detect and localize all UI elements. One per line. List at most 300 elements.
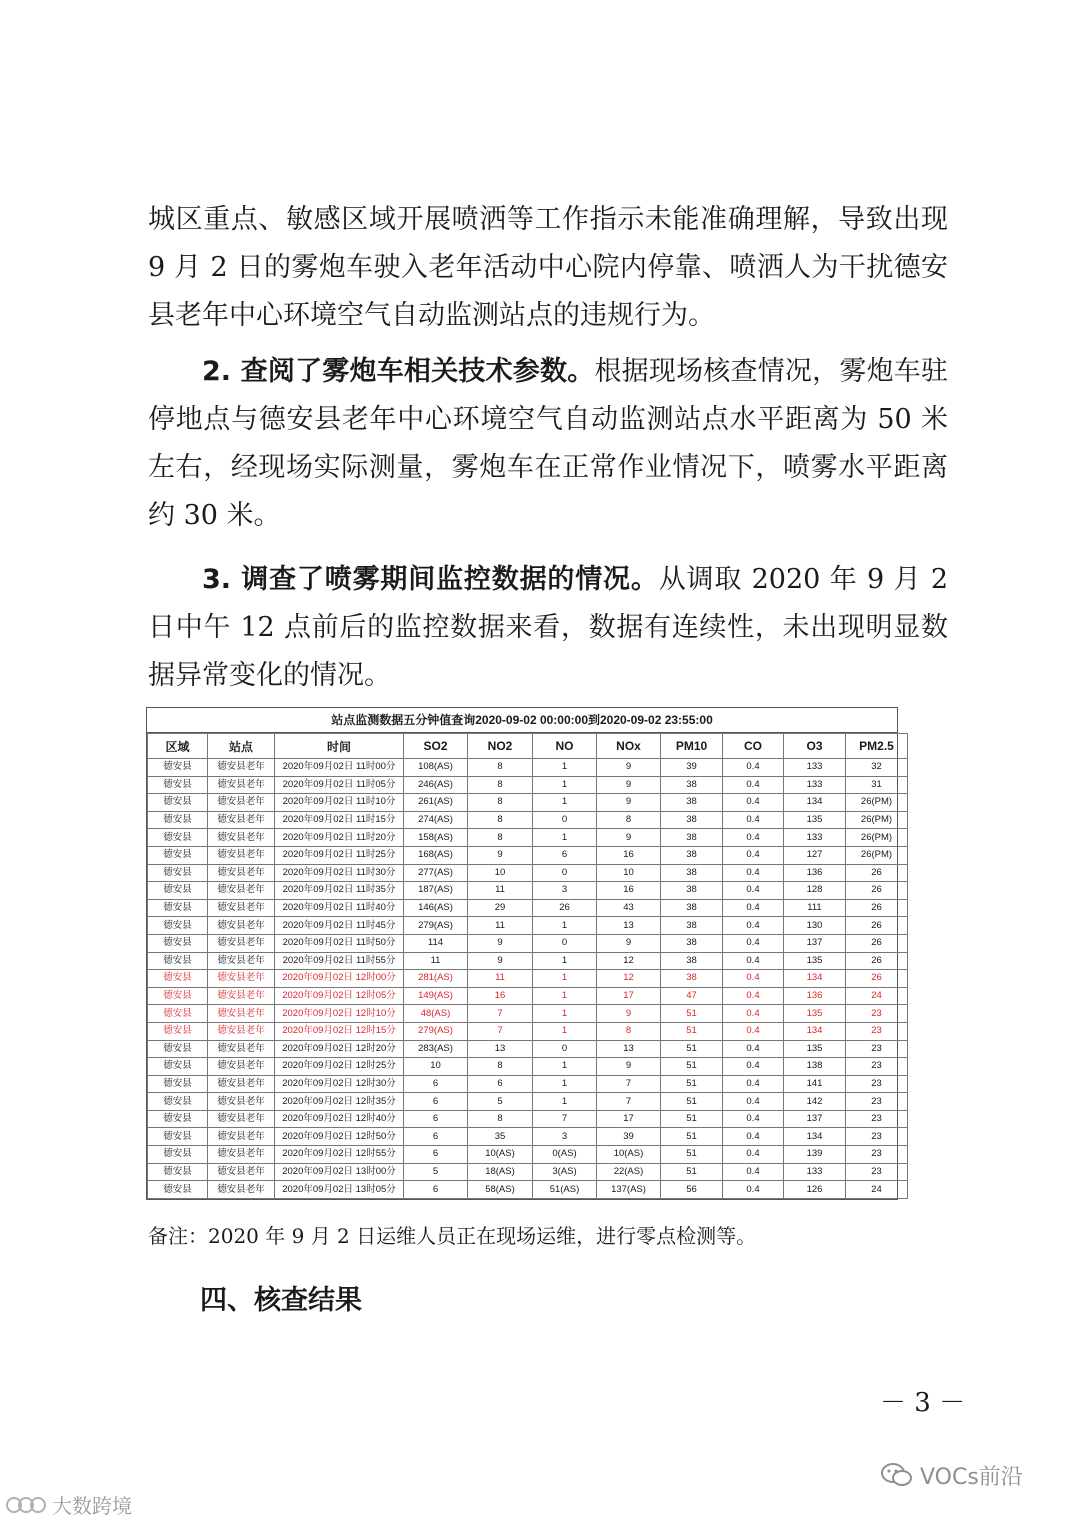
table-cell: 德安县老年 xyxy=(208,776,275,794)
table-cell: 51 xyxy=(661,1022,723,1040)
table-cell: 2020年09月02日 11时25分 xyxy=(275,846,404,864)
table-cell: 38 xyxy=(661,829,723,847)
table-cell: 德安县 xyxy=(148,846,208,864)
table-cell: 26(PM) xyxy=(846,811,908,829)
table-cell: 德安县老年 xyxy=(208,1005,275,1023)
table-cell: 3 xyxy=(533,1128,597,1146)
table-cell: 0.4 xyxy=(723,899,784,917)
table-cell: 德安县老年 xyxy=(208,899,275,917)
table-cell: 6 xyxy=(404,1146,468,1164)
table-cell: 2020年09月02日 11时45分 xyxy=(275,917,404,935)
table-cell: 51 xyxy=(661,1163,723,1181)
table-cell: 7 xyxy=(597,1093,661,1111)
table-cell: 23 xyxy=(846,1163,908,1181)
table-cell: 127 xyxy=(784,846,846,864)
table-cell: 1 xyxy=(533,829,597,847)
table-cell: 13 xyxy=(597,1040,661,1058)
page-number: － 3 － xyxy=(880,1388,966,1418)
table-cell: 26(PM) xyxy=(846,794,908,812)
table-cell: 134 xyxy=(784,970,846,988)
table-cell: 0.4 xyxy=(723,846,784,864)
table-cell: 德安县老年 xyxy=(208,1163,275,1181)
table-cell: 2020年09月02日 11时15分 xyxy=(275,811,404,829)
table-cell: 168(AS) xyxy=(404,846,468,864)
table-cell: 2020年09月02日 12时15分 xyxy=(275,1022,404,1040)
table-cell: 德安县老年 xyxy=(208,1181,275,1199)
table-cell: 7 xyxy=(468,1005,533,1023)
table-cell: 261(AS) xyxy=(404,794,468,812)
table-row xyxy=(148,1163,908,1181)
table-cell: 2020年09月02日 12时35分 xyxy=(275,1093,404,1111)
table-cell: 2020年09月02日 11时40分 xyxy=(275,899,404,917)
table-cell: 149(AS) xyxy=(404,987,468,1005)
table-cell: 141 xyxy=(784,1075,846,1093)
table-cell: 26(PM) xyxy=(846,829,908,847)
table-cell: 23 xyxy=(846,1040,908,1058)
table-cell: 德安县 xyxy=(148,1022,208,1040)
table-row xyxy=(148,811,908,829)
table-cell: 德安县 xyxy=(148,1005,208,1023)
table-cell: 1 xyxy=(533,970,597,988)
table-cell: 德安县 xyxy=(148,987,208,1005)
table-cell: 德安县 xyxy=(148,811,208,829)
table-cell: 32 xyxy=(846,759,908,777)
table-cell: 2020年09月02日 11时00分 xyxy=(275,759,404,777)
table-cell: 38 xyxy=(661,882,723,900)
table-cell: 23 xyxy=(846,1146,908,1164)
table-header-cell: 时间 xyxy=(275,734,404,759)
table-cell: 德安县 xyxy=(148,970,208,988)
table-cell: 137 xyxy=(784,1110,846,1128)
table-cell: 137(AS) xyxy=(597,1181,661,1199)
table-cell: 126 xyxy=(784,1181,846,1199)
table-row xyxy=(148,1181,908,1199)
table-header-row xyxy=(148,734,908,759)
table-cell: 0 xyxy=(533,934,597,952)
table-cell: 0.4 xyxy=(723,864,784,882)
table-row xyxy=(148,882,908,900)
table-cell: 0 xyxy=(533,1040,597,1058)
table-cell: 38 xyxy=(661,934,723,952)
table-cell: 135 xyxy=(784,1005,846,1023)
table-cell: 2020年09月02日 11时30分 xyxy=(275,864,404,882)
table-cell: 26 xyxy=(846,882,908,900)
table-cell: 2020年09月02日 11时50分 xyxy=(275,934,404,952)
table-header-cell: NO xyxy=(533,734,597,759)
watermark-left-text: 大数跨境 xyxy=(52,1494,132,1518)
table-cell: 134 xyxy=(784,1128,846,1146)
table-header-cell: CO xyxy=(723,734,784,759)
table-cell: 德安县 xyxy=(148,864,208,882)
table-cell: 26 xyxy=(846,864,908,882)
table-cell: 1 xyxy=(533,776,597,794)
table-header-cell: 区域 xyxy=(148,734,208,759)
table-cell: 26 xyxy=(846,970,908,988)
table-cell: 8 xyxy=(468,1058,533,1076)
watermark-left xyxy=(6,1490,132,1520)
table-cell: 3(AS) xyxy=(533,1163,597,1181)
table-cell: 16 xyxy=(597,882,661,900)
table-cell: 0.4 xyxy=(723,1022,784,1040)
table-cell: 0.4 xyxy=(723,970,784,988)
table-cell: 6 xyxy=(404,1110,468,1128)
table-cell: 0 xyxy=(533,811,597,829)
table-cell: 26 xyxy=(533,899,597,917)
table-cell: 德安县老年 xyxy=(208,846,275,864)
table-cell: 111 xyxy=(784,899,846,917)
table-cell: 18(AS) xyxy=(468,1163,533,1181)
table-cell: 0.4 xyxy=(723,987,784,1005)
table-cell: 11 xyxy=(468,917,533,935)
table-cell: 26(PM) xyxy=(846,846,908,864)
table-cell: 13 xyxy=(597,917,661,935)
table-cell: 2020年09月02日 12时40分 xyxy=(275,1110,404,1128)
table-cell: 0.4 xyxy=(723,1058,784,1076)
table-cell: 2020年09月02日 12时50分 xyxy=(275,1128,404,1146)
table-row xyxy=(148,1110,908,1128)
table-cell: 135 xyxy=(784,1040,846,1058)
table-cell: 3 xyxy=(533,882,597,900)
table-cell: 1 xyxy=(533,759,597,777)
table-cell: 51(AS) xyxy=(533,1181,597,1199)
table-cell: 51 xyxy=(661,1146,723,1164)
table-cell: 23 xyxy=(846,1110,908,1128)
table-cell: 2020年09月02日 11时10分 xyxy=(275,794,404,812)
table-cell: 17 xyxy=(597,987,661,1005)
table-cell: 德安县 xyxy=(148,829,208,847)
table-cell: 133 xyxy=(784,759,846,777)
table-cell: 0.4 xyxy=(723,1128,784,1146)
table-cell: 51 xyxy=(661,1110,723,1128)
paragraph-3-text: 从调取 2020 年 9 月 2 日中午 12 点前后的监控数据来看，数据有连续性，未出现明显数据异常变化的情况。 xyxy=(148,564,948,691)
table-cell: 0.4 xyxy=(723,1005,784,1023)
table-cell: 11 xyxy=(468,882,533,900)
table-cell: 108(AS) xyxy=(404,759,468,777)
paragraph-1: 城区重点、敏感区域开展喷洒等工作指示未能准确理解，导致出现 9 月 2 日的雾炮车驶入老年活动中心院内停靠、喷洒人为干扰德安县老年中心环境空气自动监测站点的违规行为。 xyxy=(148,204,948,331)
table-cell: 德安县老年 xyxy=(208,1022,275,1040)
table-header-cell: NO2 xyxy=(468,734,533,759)
table-cell: 9 xyxy=(597,829,661,847)
table-row xyxy=(148,794,908,812)
table-cell: 7 xyxy=(533,1110,597,1128)
table-cell: 38 xyxy=(661,952,723,970)
table-cell: 8 xyxy=(468,829,533,847)
table-cell: 10 xyxy=(404,1058,468,1076)
table-cell: 6 xyxy=(404,1128,468,1146)
table-cell: 133 xyxy=(784,776,846,794)
table-cell: 5 xyxy=(468,1093,533,1111)
table-cell: 35 xyxy=(468,1128,533,1146)
remark-note: 备注：2020 年 9 月 2 日运维人员正在现场运维，进行零点检测等。 xyxy=(148,1224,757,1248)
monitoring-data-table xyxy=(146,707,898,1200)
table-cell: 0.4 xyxy=(723,1110,784,1128)
table-cell: 58(AS) xyxy=(468,1181,533,1199)
table-cell: 2020年09月02日 11时05分 xyxy=(275,776,404,794)
table-cell: 26 xyxy=(846,917,908,935)
table-cell: 23 xyxy=(846,1128,908,1146)
table-cell: 23 xyxy=(846,1058,908,1076)
table-cell: 136 xyxy=(784,987,846,1005)
table-cell: 130 xyxy=(784,917,846,935)
table-cell: 德安县 xyxy=(148,917,208,935)
table-row xyxy=(148,1075,908,1093)
table-cell: 1 xyxy=(533,1022,597,1040)
table-cell: 134 xyxy=(784,794,846,812)
table-cell: 10 xyxy=(597,864,661,882)
table-cell: 德安县 xyxy=(148,1146,208,1164)
table-cell: 38 xyxy=(661,864,723,882)
table-cell: 43 xyxy=(597,899,661,917)
table-row xyxy=(148,952,908,970)
table-cell: 德安县 xyxy=(148,776,208,794)
table-cell: 0.4 xyxy=(723,917,784,935)
table-cell: 6 xyxy=(468,1075,533,1093)
table-cell: 德安县老年 xyxy=(208,952,275,970)
table-cell: 德安县老年 xyxy=(208,970,275,988)
table-cell: 德安县 xyxy=(148,1163,208,1181)
table-cell: 51 xyxy=(661,1128,723,1146)
watermark-right xyxy=(880,1460,1023,1494)
table-cell: 9 xyxy=(597,1058,661,1076)
table-cell: 128 xyxy=(784,882,846,900)
table-cell: 7 xyxy=(597,1075,661,1093)
table-cell: 德安县 xyxy=(148,794,208,812)
table-cell: 139 xyxy=(784,1146,846,1164)
table-cell: 德安县老年 xyxy=(208,1093,275,1111)
table-cell: 0.4 xyxy=(723,776,784,794)
table-cell: 德安县 xyxy=(148,1110,208,1128)
section-heading: 四、核查结果 xyxy=(200,1285,362,1316)
table-row xyxy=(148,1146,908,1164)
table-cell: 1 xyxy=(533,987,597,1005)
table-cell: 283(AS) xyxy=(404,1040,468,1058)
table-cell: 56 xyxy=(661,1181,723,1199)
table-cell: 39 xyxy=(597,1128,661,1146)
table-body xyxy=(148,759,908,1199)
paragraph-2-text: 根据现场核查情况，雾炮车驻停地点与德安县老年中心环境空气自动监测站点水平距离为 50 米左右，经现场实际测量，雾炮车在正常作业情况下，喷雾水平距离约 30 米。 xyxy=(148,356,948,531)
table-cell: 6 xyxy=(404,1181,468,1199)
table-cell: 135 xyxy=(784,952,846,970)
table-cell: 德安县 xyxy=(148,1040,208,1058)
table-cell: 德安县老年 xyxy=(208,917,275,935)
table-cell: 51 xyxy=(661,1075,723,1093)
table-cell: 22(AS) xyxy=(597,1163,661,1181)
paragraph-3-heading: 3. 调查了喷雾期间监控数据的情况。 xyxy=(202,564,659,595)
table-cell: 德安县老年 xyxy=(208,829,275,847)
table-row xyxy=(148,1005,908,1023)
table-cell: 0 xyxy=(533,864,597,882)
table-cell: 8 xyxy=(597,1022,661,1040)
table-cell: 137 xyxy=(784,934,846,952)
table-cell: 8 xyxy=(468,811,533,829)
table-row xyxy=(148,1022,908,1040)
table-cell: 德安县老年 xyxy=(208,759,275,777)
table-row xyxy=(148,917,908,935)
table-cell: 16 xyxy=(597,846,661,864)
table-cell: 133 xyxy=(784,1163,846,1181)
table-cell: 39 xyxy=(661,759,723,777)
table-cell: 31 xyxy=(846,776,908,794)
table-cell: 158(AS) xyxy=(404,829,468,847)
table-cell: 12 xyxy=(597,970,661,988)
table-cell: 德安县老年 xyxy=(208,864,275,882)
paragraph-2 xyxy=(148,348,948,540)
table-cell: 142 xyxy=(784,1093,846,1111)
table-row xyxy=(148,864,908,882)
table-cell: 德安县老年 xyxy=(208,1146,275,1164)
table-cell: 9 xyxy=(468,952,533,970)
table-cell: 134 xyxy=(784,1022,846,1040)
table-cell: 26 xyxy=(846,899,908,917)
table-cell: 38 xyxy=(661,917,723,935)
table-cell: 7 xyxy=(468,1022,533,1040)
table-cell: 51 xyxy=(661,1058,723,1076)
table-row xyxy=(148,1128,908,1146)
table-cell: 2020年09月02日 13时05分 xyxy=(275,1181,404,1199)
table-cell: 8 xyxy=(468,759,533,777)
table-cell: 1 xyxy=(533,794,597,812)
watermark-right-text: VOCs前沿 xyxy=(920,1465,1023,1490)
table-cell: 23 xyxy=(846,1075,908,1093)
table-cell: 17 xyxy=(597,1110,661,1128)
table-cell: 德安县 xyxy=(148,899,208,917)
table-cell: 9 xyxy=(597,759,661,777)
table-cell: 1 xyxy=(533,1093,597,1111)
table-cell: 51 xyxy=(661,1005,723,1023)
table-cell: 德安县 xyxy=(148,1128,208,1146)
table-cell: 9 xyxy=(597,794,661,812)
table-cell: 德安县 xyxy=(148,759,208,777)
table-row xyxy=(148,970,908,988)
table-cell: 德安县老年 xyxy=(208,882,275,900)
table-cell: 23 xyxy=(846,1093,908,1111)
table-cell: 24 xyxy=(846,1181,908,1199)
table-row xyxy=(148,934,908,952)
table-cell: 11 xyxy=(468,970,533,988)
table-cell: 德安县 xyxy=(148,1075,208,1093)
table-row xyxy=(148,829,908,847)
table-cell: 23 xyxy=(846,1022,908,1040)
table-row xyxy=(148,1040,908,1058)
table-cell: 2020年09月02日 13时00分 xyxy=(275,1163,404,1181)
table-row xyxy=(148,1093,908,1111)
table-cell: 274(AS) xyxy=(404,811,468,829)
table-cell: 德安县老年 xyxy=(208,1075,275,1093)
table-cell: 10 xyxy=(468,864,533,882)
table-cell: 279(AS) xyxy=(404,917,468,935)
table-cell: 2020年09月02日 12时10分 xyxy=(275,1005,404,1023)
table-cell: 38 xyxy=(661,899,723,917)
table-cell: 2020年09月02日 11时35分 xyxy=(275,882,404,900)
table-cell: 0.4 xyxy=(723,1146,784,1164)
table-cell: 9 xyxy=(468,846,533,864)
table-cell: 281(AS) xyxy=(404,970,468,988)
table-cell: 8 xyxy=(468,1110,533,1128)
table-cell: 246(AS) xyxy=(404,776,468,794)
table-cell: 146(AS) xyxy=(404,899,468,917)
table-cell: 2020年09月02日 12时30分 xyxy=(275,1075,404,1093)
table-cell: 德安县 xyxy=(148,882,208,900)
table-row xyxy=(148,776,908,794)
table-cell: 德安县老年 xyxy=(208,794,275,812)
table-cell: 德安县老年 xyxy=(208,1110,275,1128)
table-cell: 11 xyxy=(404,952,468,970)
table-header-cell: PM10 xyxy=(661,734,723,759)
table-cell: 136 xyxy=(784,864,846,882)
table-cell: 6 xyxy=(404,1075,468,1093)
table-cell: 23 xyxy=(846,1005,908,1023)
table-cell: 德安县 xyxy=(148,934,208,952)
table-cell: 0.4 xyxy=(723,934,784,952)
table-cell: 2020年09月02日 12时25分 xyxy=(275,1058,404,1076)
table-header-cell: 站点 xyxy=(208,734,275,759)
table-cell: 德安县老年 xyxy=(208,1040,275,1058)
table-cell: 138 xyxy=(784,1058,846,1076)
table-row xyxy=(148,1058,908,1076)
table-header-cell: NOx xyxy=(597,734,661,759)
table-cell: 5 xyxy=(404,1163,468,1181)
table-header-cell: O3 xyxy=(784,734,846,759)
table-cell: 德安县老年 xyxy=(208,1128,275,1146)
table-cell: 2020年09月02日 11时55分 xyxy=(275,952,404,970)
table-cell: 2020年09月02日 12时20分 xyxy=(275,1040,404,1058)
table-cell: 9 xyxy=(597,1005,661,1023)
table-cell: 0.4 xyxy=(723,759,784,777)
table-cell: 0.4 xyxy=(723,1093,784,1111)
table-cell: 279(AS) xyxy=(404,1022,468,1040)
table-header-cell: PM2.5 xyxy=(846,734,908,759)
table-cell: 26 xyxy=(846,934,908,952)
table-cell: 38 xyxy=(661,846,723,864)
table-cell: 0.4 xyxy=(723,794,784,812)
table-cell: 德安县老年 xyxy=(208,1058,275,1076)
table-cell: 51 xyxy=(661,1093,723,1111)
table-cell: 0.4 xyxy=(723,882,784,900)
table-cell: 9 xyxy=(468,934,533,952)
table-cell: 8 xyxy=(468,776,533,794)
table-cell: 德安县老年 xyxy=(208,987,275,1005)
table-cell: 9 xyxy=(597,776,661,794)
table-cell: 德安县 xyxy=(148,1058,208,1076)
table-cell: 0.4 xyxy=(723,1181,784,1199)
table-cell: 8 xyxy=(597,811,661,829)
table-cell: 29 xyxy=(468,899,533,917)
table-cell: 51 xyxy=(661,1040,723,1058)
paragraph-3 xyxy=(148,556,948,700)
table-cell: 38 xyxy=(661,776,723,794)
table-header-cell: SO2 xyxy=(404,734,468,759)
table-cell: 277(AS) xyxy=(404,864,468,882)
table-cell: 38 xyxy=(661,970,723,988)
table-cell: 10(AS) xyxy=(597,1146,661,1164)
table-cell: 24 xyxy=(846,987,908,1005)
table-cell: 16 xyxy=(468,987,533,1005)
wechat-icon xyxy=(880,1462,914,1494)
table-row xyxy=(148,846,908,864)
table-cell: 0.4 xyxy=(723,1163,784,1181)
table-cell: 德安县 xyxy=(148,1181,208,1199)
table-row xyxy=(148,987,908,1005)
table-cell: 0.4 xyxy=(723,1075,784,1093)
table-cell: 6 xyxy=(533,846,597,864)
brand-logo-icon xyxy=(6,1495,46,1520)
table-cell: 1 xyxy=(533,917,597,935)
table-cell: 6 xyxy=(404,1093,468,1111)
table-cell: 1 xyxy=(533,952,597,970)
table-cell: 0.4 xyxy=(723,1040,784,1058)
table-cell: 2020年09月02日 11时20分 xyxy=(275,829,404,847)
table-cell: 0(AS) xyxy=(533,1146,597,1164)
